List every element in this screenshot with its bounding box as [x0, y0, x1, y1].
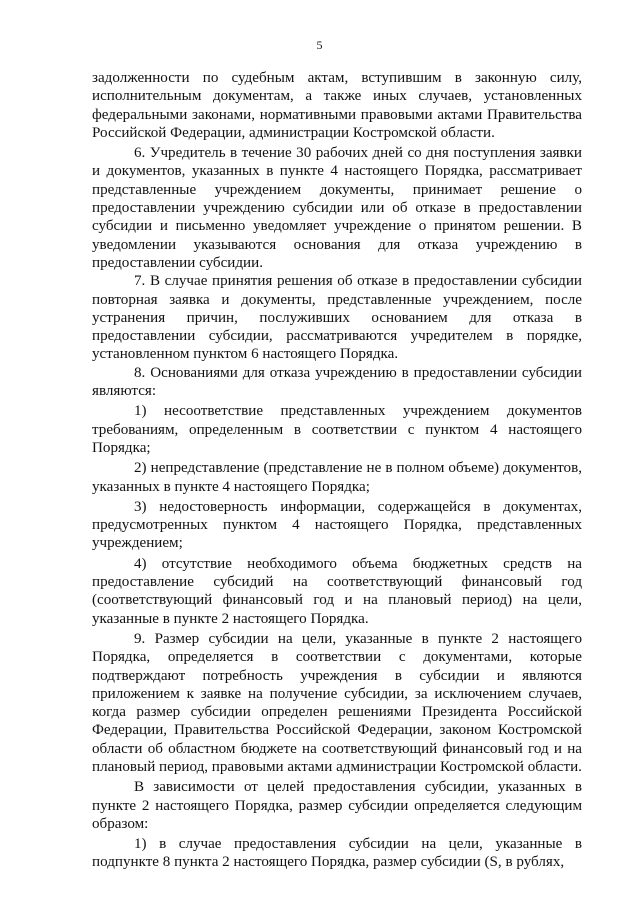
paragraph-clause-8-item-4: 4) отсутствие необходимого объема бюджетных средств на предоставление субсидий на соответствующий финансовый год (соответствующий финансовый год и на плановый период) на цели, указанные в пункте 2 настоящего Порядка.	[92, 555, 582, 627]
paragraph-subsidy-size-item-1: 1) в случае предоставления субсидии на цели, указанные в подпункте 8 пункта 2 настоящего Порядка, размер субсидии (S, в рублях,	[92, 836, 582, 871]
paragraph-clause-9: 9. Размер субсидии на цели, указанные в пункте 2 настоящего Порядка, определяется в соответствии с документами, которые подтверждают потребность учреждения в субсидии и являются приложением к заявке на получение субсидии, за исключением случаев, когда размер субсидии определен решениями Президента Российской Федерации, Правительства Российской Федерации, законом Костромской области об областном бюджете на соответствующий финансовый год и на плановый период, правовыми актами администрации Костромской области.	[92, 630, 582, 775]
paragraph-clause-8: 8. Основаниями для отказа учреждению в предоставлении субсидии являются:	[92, 364, 582, 400]
paragraph-clause-6: 6. Учредитель в течение 30 рабочих дней со дня поступления заявки и документов, указанных в пункте 4 настоящего Порядка, рассматривает представленные учреждением документы, принимает решение о предоставлении учреждению субсидии или об отказе в предоставлении субсидии и письменно уведомляет учреждение о принятом решении. В уведомлении указываются основания для отказа учреждению в предоставлении субсидии.	[92, 145, 582, 271]
paragraph-clause-8-item-3: 3) недостоверность информации, содержащейся в документах, предусмотренных пунктом 4 настоящего Порядка, представленных учреждением;	[92, 498, 582, 552]
paragraph-clause-8-item-2: 2) непредставление (представление не в полном объеме) документов, указанных в пункте 4 настоящего Порядка;	[92, 460, 582, 495]
paragraph-clause-8-item-1: 1) несоответствие представленных учреждением документов требованиям, определенным в соответствии с пунктом 4 настоящего Порядка;	[92, 403, 582, 456]
paragraph-subsidy-size-intro: В зависимости от целей предоставления субсидии, указанных в пункте 2 настоящего Порядка, размер субсидии определяется следующим образом:	[92, 779, 582, 832]
paragraph-continuation: задолженности по судебным актам, вступившим в законную силу, исполнительным документам, а также иных случаев, установленных федеральными законами, нормативными правовыми актами Правительства Российской Федерации, администрации Костромской области.	[92, 70, 582, 141]
document-body	[92, 69, 582, 872]
page-number: 5	[316, 38, 323, 52]
paragraph-clause-7: 7. В случае принятия решения об отказе в предоставлении субсидии повторная заявка и документы, представленные учреждением, после устранения причин, послуживших основанием для отказа в предоставлении субсидии, рассматриваются учредителем в порядке, установленном пунктом 6 настоящего Порядка.	[92, 273, 582, 363]
